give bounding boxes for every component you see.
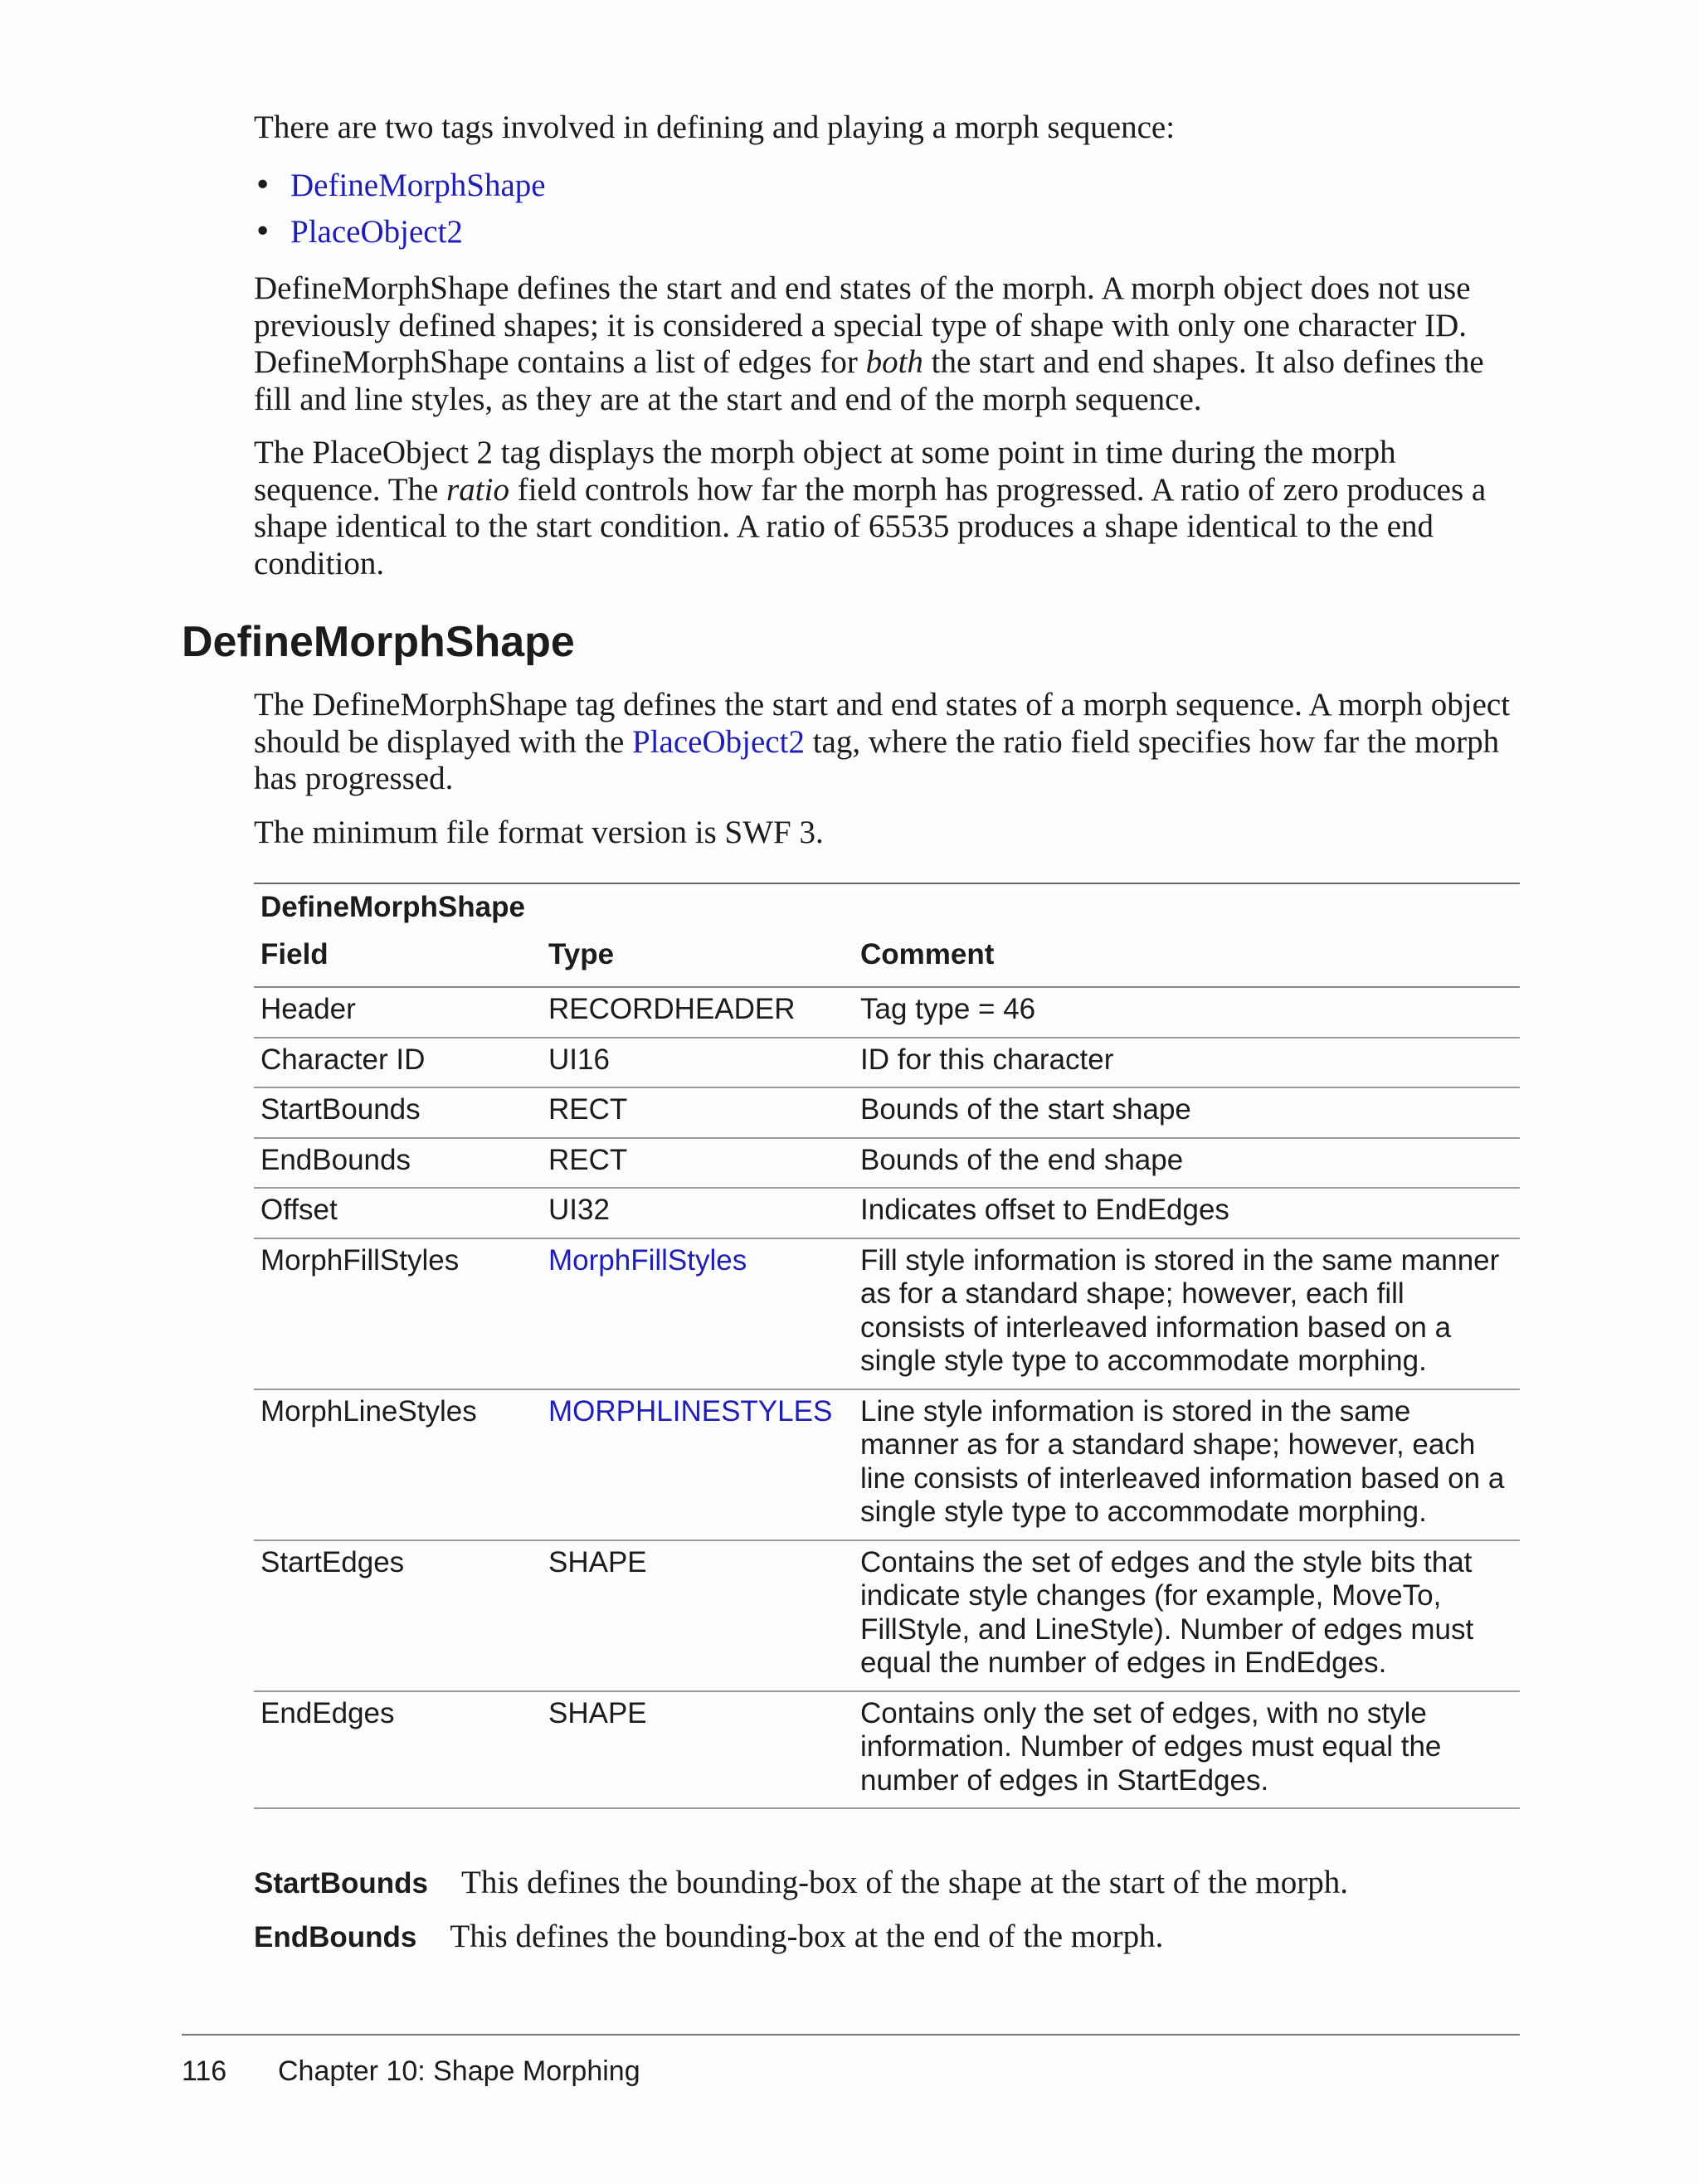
column-header-type: Type	[542, 938, 854, 987]
cell-field: Character ID	[254, 1038, 542, 1088]
field-descriptions	[254, 1863, 1525, 1971]
section-paragraph-1: The DefineMorphShape tag defines the start and end states of a morph sequence. A morph object should be displayed with the PlaceObject2 tag, where the ratio field specifies how far the morph has progressed.	[254, 687, 1511, 796]
cell-type: UI32	[542, 1188, 854, 1238]
table-row	[254, 1691, 1520, 1809]
cell-comment: Contains the set of edges and the style bits that indicate style changes (for example, MoveTo, FillStyle, and LineStyle). Number of edges must equal the number of edges in EndEdges.	[854, 1540, 1520, 1691]
column-header-field: Field	[254, 938, 542, 987]
list-item	[254, 209, 1525, 255]
page-footer	[182, 2055, 640, 2088]
page-number: 116	[182, 2055, 227, 2087]
cell-type	[542, 1238, 854, 1389]
link-placeobject2-inline[interactable]: PlaceObject2	[632, 723, 805, 760]
table-row	[254, 1188, 1520, 1238]
term-name: EndBounds	[254, 1921, 417, 1953]
cell-field: Header	[254, 987, 542, 1038]
section-body	[254, 687, 1525, 868]
cell-type: RECORDHEADER	[542, 987, 854, 1038]
section-title: DefineMorphShape	[182, 618, 575, 666]
term-name: StartBounds	[254, 1867, 428, 1899]
cell-field: StartBounds	[254, 1087, 542, 1138]
cell-type: UI16	[542, 1038, 854, 1088]
tag-list	[254, 163, 1525, 255]
table-row	[254, 1038, 1520, 1088]
term-description: This defines the bounding-box of the shape at the start of the morph.	[461, 1865, 1348, 1900]
cell-comment: Contains only the set of edges, with no style information. Number of edges must equal the number of edges in StartEdges.	[854, 1691, 1520, 1809]
cell-type: RECT	[542, 1138, 854, 1189]
bullet-icon: •	[254, 168, 272, 202]
table-caption-row	[254, 883, 1520, 938]
table-row	[254, 1238, 1520, 1389]
intro-paragraph-2: The PlaceObject 2 tag displays the morph object at some point in time during the morph sequence. The ratio field controls how far the morph has progressed. A ratio of zero produces a shape identical to the start condition. A ratio of 65535 produces a shape identical to the end condition.	[254, 435, 1487, 581]
cell-field: MorphFillStyles	[254, 1238, 542, 1389]
term-description: This defines the bounding-box at the end of the morph.	[450, 1919, 1164, 1954]
intro-paragraph-1: DefineMorphShape defines the start and end states of the morph. A morph object does not use previously defined shapes; it is considered a special type of shape with only one character ID. DefineMorphShape contains a list of edges for both the start and end shapes. It also defines the fill and line styles, as they are at the start and end of the morph sequence.	[254, 270, 1484, 417]
cell-comment: Tag type = 46	[854, 987, 1520, 1038]
table-row	[254, 1087, 1520, 1138]
table-row	[254, 1138, 1520, 1189]
table-row	[254, 1389, 1520, 1540]
cell-type	[542, 1389, 854, 1540]
column-header-comment: Comment	[854, 938, 1520, 987]
definemorphshape-table	[254, 883, 1520, 1809]
type-link[interactable]: MORPHLINESTYLES	[548, 1394, 833, 1428]
cell-comment: ID for this character	[854, 1038, 1520, 1088]
table-caption: DefineMorphShape	[260, 891, 525, 923]
link-placeobject2[interactable]: PlaceObject2	[290, 214, 463, 250]
link-definemorphshape[interactable]: DefineMorphShape	[290, 168, 546, 203]
table-row	[254, 987, 1520, 1038]
table-header-row	[254, 938, 1520, 987]
cell-field: Offset	[254, 1188, 542, 1238]
intro-block	[254, 109, 1525, 599]
cell-type: SHAPE	[542, 1540, 854, 1691]
term-startbounds	[254, 1863, 1525, 1903]
term-endbounds	[254, 1917, 1525, 1957]
footer-divider	[182, 2034, 1520, 2036]
chapter-title: Chapter 10: Shape Morphing	[278, 2055, 640, 2087]
cell-comment: Line style information is stored in the same manner as for a standard shape; however, each line consists of interleaved information based on a single style type to accommodate morphing.	[854, 1389, 1520, 1540]
cell-field: EndBounds	[254, 1138, 542, 1189]
cell-field: EndEdges	[254, 1691, 542, 1809]
type-link[interactable]: MorphFillStyles	[548, 1243, 747, 1277]
section-paragraph-2: The minimum file format version is SWF 3.	[254, 814, 824, 850]
cell-field: StartEdges	[254, 1540, 542, 1691]
list-item	[254, 163, 1525, 209]
cell-comment: Bounds of the end shape	[854, 1138, 1520, 1189]
table-row	[254, 1540, 1520, 1691]
cell-type: SHAPE	[542, 1691, 854, 1809]
intro-text: There are two tags involved in defining and playing a morph sequence:	[254, 109, 1176, 145]
cell-field: MorphLineStyles	[254, 1389, 542, 1540]
cell-type: RECT	[542, 1087, 854, 1138]
bullet-icon: •	[254, 215, 272, 249]
cell-comment: Indicates offset to EndEdges	[854, 1188, 1520, 1238]
cell-comment: Fill style information is stored in the same manner as for a standard shape; however, each fill consists of interleaved information based on a single style type to accommodate morphing.	[854, 1238, 1520, 1389]
cell-comment: Bounds of the start shape	[854, 1087, 1520, 1138]
